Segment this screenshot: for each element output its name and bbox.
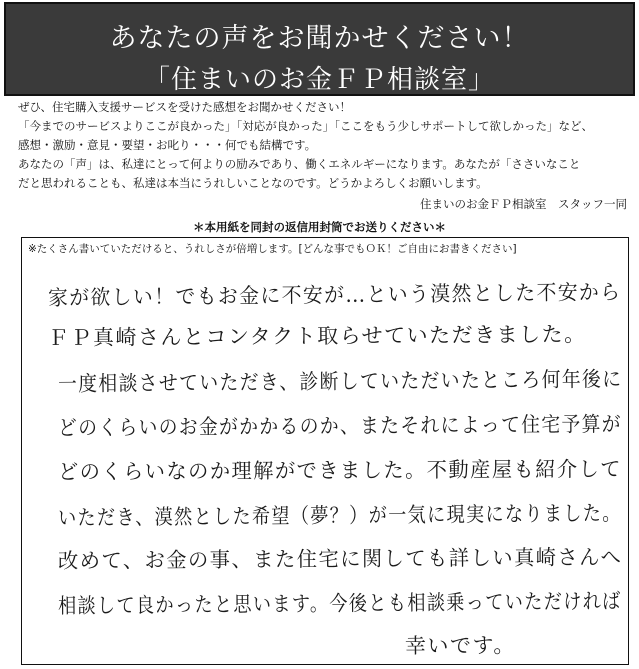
handwritten-line: どのくらいなのか理解ができました。不動産屋も紹介して [57, 457, 623, 484]
intro-line: 感想・激励・意見・要望・お叱り・・・何でも結構です。 [18, 138, 317, 152]
header-banner [4, 2, 635, 96]
intro-line: ぜひ、住宅購入支援サービスを受けた感想をお聞かせください！ [18, 100, 352, 114]
return-notice: ＊本用紙を同封の返信用封筒でお送りください＊ [193, 220, 446, 234]
handwritten-line: 改めて、お金の事、また住宅に関しても詳しい真崎さんへ [57, 545, 623, 573]
handwritten-line: いただき、漠然とした希望（夢？）が一気に現実になりました。 [57, 501, 622, 530]
handwritten-line: 一度相談させていただき、診断していただいたところ何年後に [57, 367, 623, 396]
handwritten-line: ＦＰ真崎さんとコンタクト取らせていただきました。 [47, 322, 587, 350]
intro-line: だと思われることも、私達は本当にうれしいことなのです。どうかよろしくお願いします。 [18, 176, 488, 190]
signature: 住まいのお金ＦＰ相談室 スタッフ一同 [420, 197, 627, 211]
handwritten-line: どのくらいのお金がかかるのか、またそれによって住宅予算が [57, 412, 622, 440]
intro-text [18, 98, 618, 193]
intro-line: 「今までのサービスよりここが良かった」「対応が良かった」「ここをもう少しサポートして欲しかった」など、 [18, 119, 593, 133]
handwritten-line: 幸いです。 [404, 633, 516, 658]
handwritten-line: 家が欲しい！でもお金に不安が…という漠然とした不安から [47, 279, 622, 310]
intro-line: あなたの「声」は、私達にとって何よりの励みであり、働くエネルギーになります。あなたが「ささいなこと [18, 157, 581, 171]
page-title: あなたの声をお聞かせください！ [109, 23, 530, 54]
handwritten-line: 相談して良かったと思います。今後とも相談乗っていただければ [57, 589, 622, 618]
comment-box-note: ※たくさん書いていただけると、うれしさが倍増します。[どんな事でもＯＫ！ご自由にお書きください] [28, 243, 517, 255]
page-subtitle: 「住まいのお金ＦＰ相談室」 [143, 65, 495, 95]
